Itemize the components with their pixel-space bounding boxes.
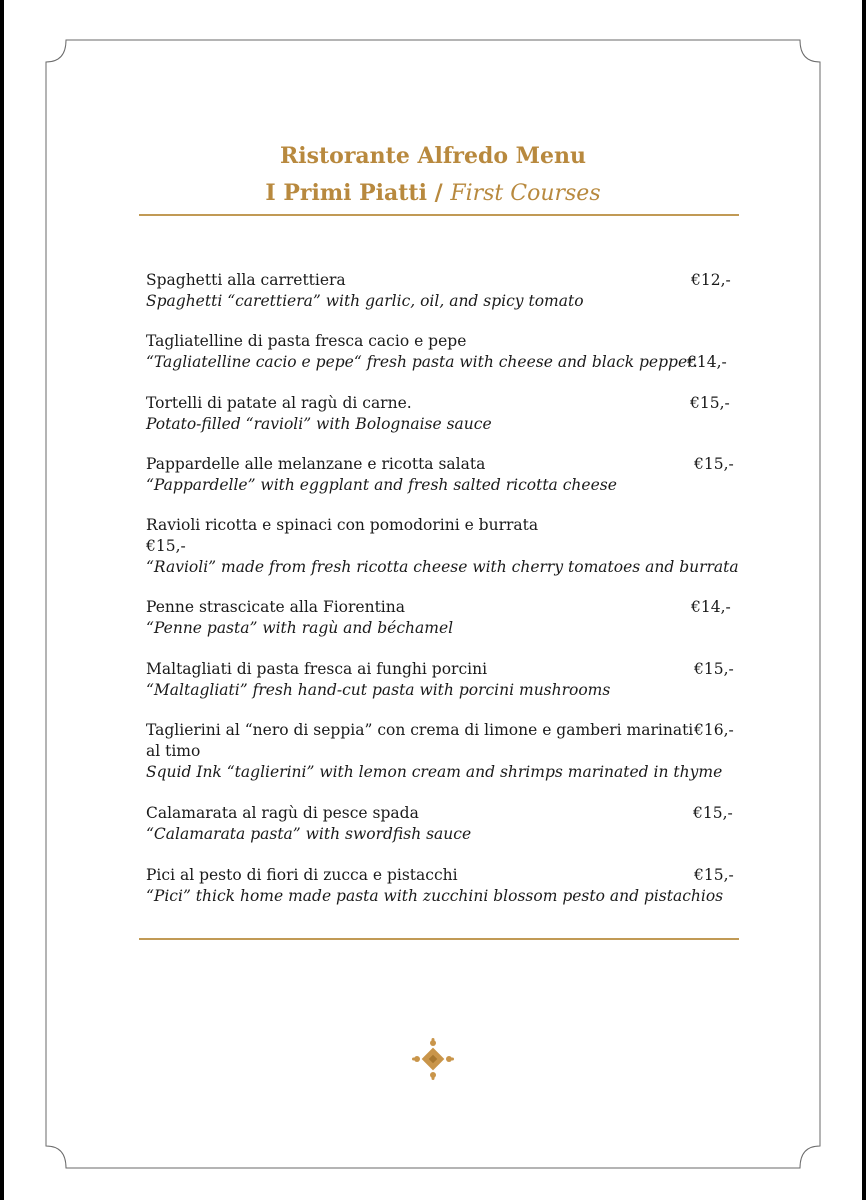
item-price: €14,-: [687, 353, 727, 371]
item-name: Tortelli di patate al ragù di carne.: [146, 394, 412, 412]
item-name: Taglierini al “nero di seppia” con crema di limone e gamberi marinati: [146, 721, 694, 739]
item-description: Spaghetti “carettiera” with garlic, oil, and spicy tomato: [146, 292, 584, 310]
item-price: €14,-: [691, 598, 731, 616]
item-name: Spaghetti alla carrettiera: [146, 271, 346, 289]
menu-subtitle: [0, 180, 866, 206]
item-price: €16,-: [694, 721, 734, 739]
item-price: €15,-: [146, 537, 186, 555]
subtitle-english: First Courses: [450, 181, 601, 206]
subtitle-separator: /: [426, 180, 451, 206]
item-description: “Pici” thick home made pasta with zucchini blossom pesto and pistachios: [146, 887, 724, 905]
top-divider: [139, 214, 739, 216]
item-name: Ravioli ricotta e spinaci con pomodorini e burrata: [146, 516, 539, 534]
item-description: “Pappardelle” with eggplant and fresh salted ricotta cheese: [146, 476, 617, 494]
item-price: €15,-: [694, 660, 734, 678]
item-description: “Penne pasta” with ragù and béchamel: [146, 619, 454, 637]
item-price: €15,-: [693, 804, 733, 822]
item-name: Calamarata al ragù di pesce spada: [146, 804, 419, 822]
bottom-divider: [139, 938, 739, 940]
item-name: Maltagliati di pasta fresca ai funghi porcini: [146, 660, 488, 678]
item-name: Penne strascicate alla Fiorentina: [146, 598, 405, 616]
item-description: Squid Ink “taglierini” with lemon cream and shrimps marinated in thyme: [146, 763, 723, 781]
diamond-fleur-ornament-icon: [412, 1038, 454, 1080]
item-name-continued: al timo: [146, 742, 201, 760]
item-description: “Ravioli” made from fresh ricotta cheese with cherry tomatoes and burrata: [146, 558, 739, 576]
item-name: Tagliatelline di pasta fresca cacio e pepe: [146, 332, 467, 350]
item-description: “Maltagliati” fresh hand-cut pasta with porcini mushrooms: [146, 681, 611, 699]
item-price: €15,-: [690, 394, 730, 412]
item-price: €15,-: [694, 455, 734, 473]
item-description: “Calamarata pasta” with swordfish sauce: [146, 825, 472, 843]
item-description: “Tagliatelline cacio e pepe“ fresh pasta with cheese and black pepper.: [146, 353, 698, 371]
item-name: Pici al pesto di fiori di zucca e pistacchi: [146, 866, 458, 884]
subtitle-italian: I Primi Piatti: [265, 180, 427, 206]
item-price: €12,-: [691, 271, 731, 289]
item-price: €15,-: [694, 866, 734, 884]
item-name: Pappardelle alle melanzane e ricotta salata: [146, 455, 486, 473]
item-description: Potato-filled “ravioli” with Bolognaise sauce: [146, 415, 492, 433]
menu-title: Ristorante Alfredo Menu: [279, 143, 587, 169]
